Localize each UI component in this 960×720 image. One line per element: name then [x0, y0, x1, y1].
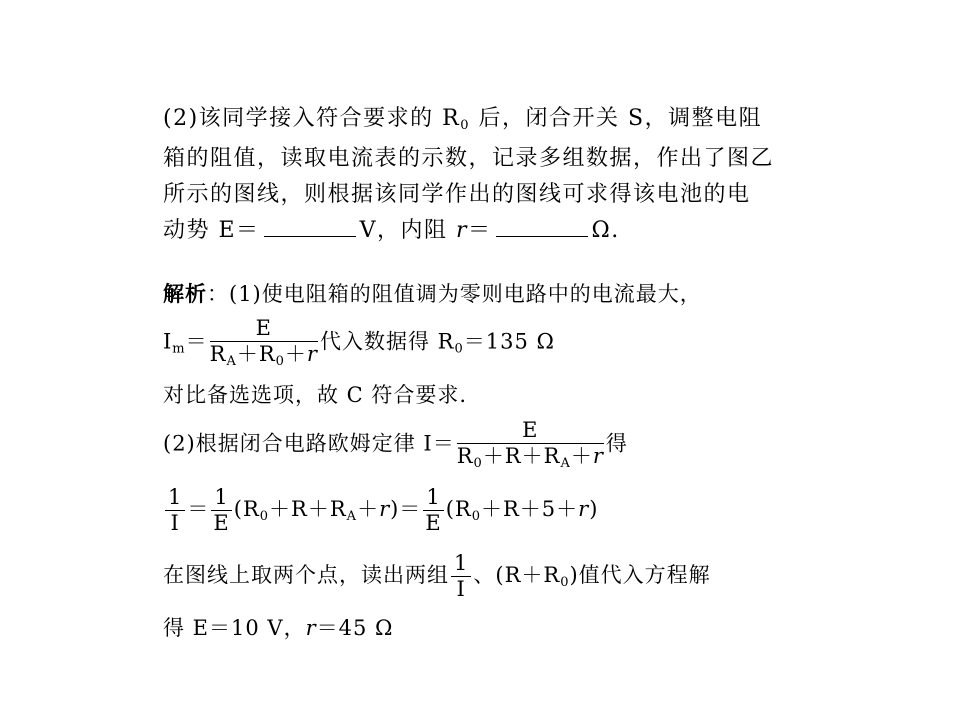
- question-line-3: 所示的图线，则根据该同学作出的图线可求得该电池的电: [163, 182, 751, 207]
- im-symbol: I: [163, 329, 173, 354]
- subscript: 0: [275, 354, 285, 369]
- im-fraction: [210, 318, 318, 368]
- equals-sign: ＝: [185, 329, 208, 354]
- read-values-line: [163, 553, 711, 600]
- resistance-label: V，内阻: [359, 218, 456, 243]
- fraction-denominator: I: [170, 511, 180, 535]
- formula-term: ＋R＋5＋: [480, 497, 579, 521]
- subscript: 0: [259, 509, 270, 524]
- ohm-unit: Ω.: [591, 218, 620, 243]
- subscript: 0: [454, 341, 464, 357]
- emf-label: 动势 E＝: [163, 218, 260, 243]
- formula-term: )＝: [390, 497, 422, 521]
- subscript: 0: [460, 118, 471, 133]
- formula-term: (R: [233, 497, 260, 521]
- read-text-2: 、(R＋R: [473, 563, 561, 587]
- formula-term: ): [589, 497, 599, 521]
- fraction-denominator: I: [456, 577, 466, 601]
- one-over-e-fraction-2: [423, 487, 443, 534]
- question-line-2: 箱的阻值，读取电流表的示数，记录多组数据，作出了图乙: [163, 146, 775, 171]
- question-line-1: [163, 108, 762, 132]
- fraction-denominator: E: [213, 511, 230, 535]
- reciprocal-formula: [163, 487, 598, 534]
- one-over-i-fraction: [165, 487, 185, 534]
- equals-sign: ＝: [187, 497, 210, 521]
- formula-term: (R: [445, 497, 472, 521]
- subscript: 0: [471, 509, 481, 524]
- final-answer-line: [163, 618, 393, 639]
- r-symbol: r: [305, 616, 317, 640]
- subscript: A: [560, 456, 571, 471]
- denominator-term: ＋R: [236, 342, 276, 366]
- resistance-answer-blank: [496, 235, 588, 237]
- denominator-term: R: [209, 342, 227, 366]
- read-text: 在图线上取两个点，读出两组: [163, 563, 449, 587]
- question-line-1-rest: 后，闭合开关 S，调整电阻: [470, 106, 763, 131]
- denominator-term: ＋: [284, 342, 307, 366]
- fraction-numerator: E: [457, 420, 604, 444]
- one-over-e-fraction: [211, 487, 231, 534]
- r-symbol: r: [455, 218, 468, 243]
- current-fraction: [457, 420, 604, 470]
- emf-answer-blank: [264, 235, 356, 237]
- final-resistance: ＝45 Ω: [316, 616, 394, 640]
- subscript: A: [226, 354, 237, 369]
- im-formula: [163, 318, 555, 368]
- part2-text: (2)根据闭合电路欧姆定律 I＝: [163, 431, 455, 456]
- subscript: 0: [560, 575, 570, 590]
- solution-intro-text: ：(1)使电阻箱的阻值调为零则电路中的电流最大，: [207, 282, 702, 306]
- fraction-numerator: E: [210, 318, 318, 342]
- substitution-text: 代入数据得 R: [319, 329, 455, 354]
- denominator-term: ＋R＋R: [482, 444, 561, 468]
- fraction-numerator: 1: [165, 487, 185, 511]
- r-symbol: r: [578, 497, 590, 521]
- fraction-denominator: [210, 342, 318, 368]
- one-over-i-fraction-2: [451, 553, 471, 600]
- ohm-law-formula: [163, 420, 628, 470]
- fraction-denominator: E: [425, 511, 442, 535]
- r-symbol: r: [306, 342, 318, 366]
- denominator-term: ＋: [570, 444, 593, 468]
- solution-intro: [163, 283, 702, 305]
- subscript: A: [346, 509, 358, 524]
- r-symbol: r: [379, 497, 391, 521]
- equals-sign: ＝: [467, 218, 492, 243]
- fraction-numerator: 1: [211, 487, 231, 511]
- read-text-3: )值代入方程解: [569, 563, 711, 587]
- solution-label: 解析: [163, 281, 207, 306]
- part2-suffix: 得: [605, 431, 628, 456]
- fraction-numerator: 1: [451, 553, 471, 577]
- final-emf: 得 E＝10 V，: [163, 616, 306, 640]
- formula-term: ＋R＋R: [269, 497, 347, 521]
- subscript: 0: [473, 456, 483, 471]
- denominator-term: R: [456, 444, 474, 468]
- subscript: m: [172, 341, 186, 357]
- fraction-numerator: 1: [423, 487, 443, 511]
- question-line-4: [163, 220, 620, 242]
- r-symbol: r: [592, 444, 604, 468]
- substitution-value: ＝135 Ω: [463, 329, 555, 354]
- comparison-line: 对比备选选项，故 C 符合要求.: [163, 383, 468, 407]
- fraction-denominator: [457, 444, 604, 470]
- formula-term: ＋: [357, 497, 380, 521]
- question-line-1-text: (2)该同学接入符合要求的 R: [163, 106, 461, 131]
